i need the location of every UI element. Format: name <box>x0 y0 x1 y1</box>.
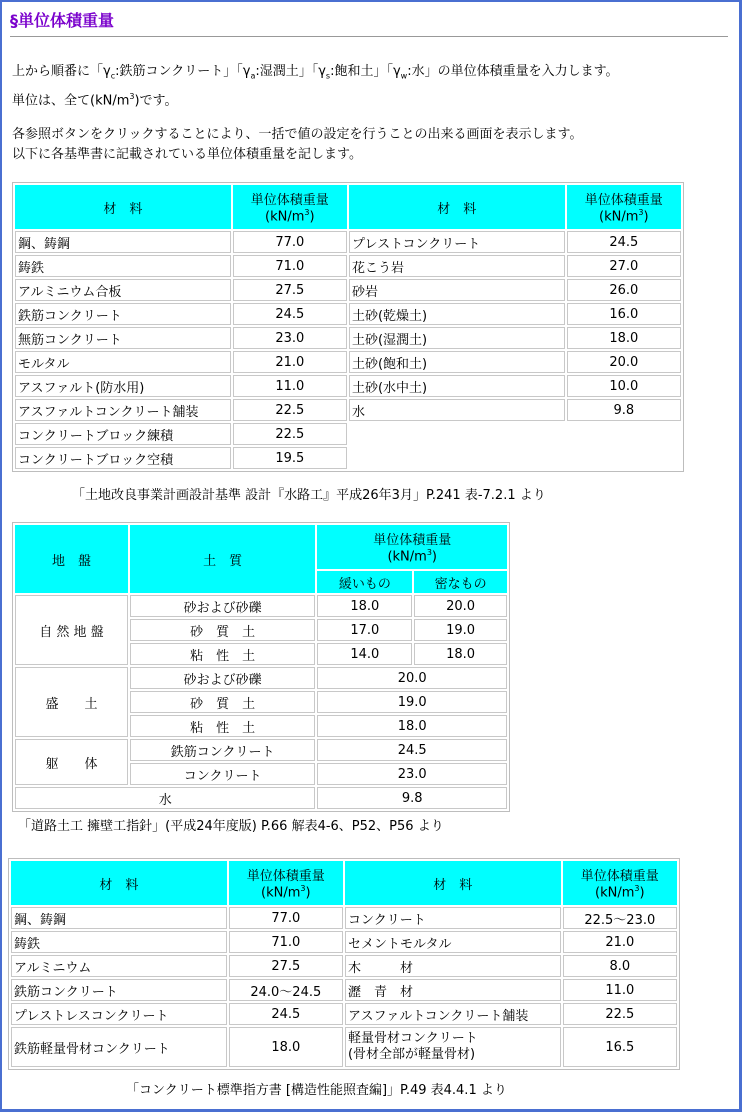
value-cell: 27.0 <box>567 255 681 277</box>
header-soil: 土 質 <box>130 525 316 593</box>
value-cell: 19.0 <box>317 691 507 713</box>
value-cell: 71.0 <box>229 931 343 953</box>
water-label: 水 <box>15 787 315 809</box>
material-cell: アスファルト(防水用) <box>15 375 231 397</box>
header-loose: 緩いもの <box>317 571 412 593</box>
table-row <box>11 979 677 1001</box>
intro-text: :水」の単位体積重量を入力します。 <box>407 64 619 79</box>
value-cell: 9.8 <box>317 787 507 809</box>
intro-text: :飽和土」「γ <box>330 64 401 79</box>
value-cell: 21.0 <box>563 931 677 953</box>
header-unit-weight: 単位体積重量 $(kN/m^3)$ <box>567 185 681 229</box>
value-cell: 24.0～24.5 <box>229 979 343 1001</box>
header-unit-weight: 単位体積重量 $(kN/m^3)$ <box>229 861 343 905</box>
value-cell: 22.5 <box>563 1003 677 1025</box>
table-row <box>15 327 681 349</box>
table-row <box>11 1003 677 1025</box>
material-cell: アスファルトコンクリート舗装 <box>345 1003 561 1025</box>
value-cell: 77.0 <box>229 907 343 929</box>
empty-cell <box>349 423 565 445</box>
table-row <box>15 399 681 421</box>
intro-text: 上から順番に「γ <box>12 64 111 79</box>
value-cell: 27.5 <box>233 279 347 301</box>
subscript: c <box>110 71 116 81</box>
value-cell: 14.0 <box>317 643 412 665</box>
table-land-improvement <box>12 182 684 472</box>
material-cell: セメントモルタル <box>345 931 561 953</box>
intro-text: 単位は、全て(kN/m <box>12 92 130 108</box>
value-cell: 24.5 <box>229 1003 343 1025</box>
value-cell: 8.0 <box>563 955 677 977</box>
intro-text: :鉄筋コンクリート」「γ <box>115 64 251 79</box>
table-row <box>15 231 681 253</box>
value-cell: 18.0 <box>567 327 681 349</box>
material-cell: コンクリート <box>345 907 561 929</box>
material-cell: アスファルトコンクリート舗装 <box>15 399 231 421</box>
value-cell: 16.5 <box>563 1027 677 1067</box>
material-cell: コンクリートブロック空積 <box>15 447 231 469</box>
header-dense: 密なもの <box>414 571 507 593</box>
value-cell: 26.0 <box>567 279 681 301</box>
table1-caption: 「土地改良事業計画設計基準 設計『水路工』平成26年3月」P.241 表-7.2.1 より <box>72 488 546 503</box>
table-row <box>15 279 681 301</box>
table-row <box>15 255 681 277</box>
title-divider <box>10 36 728 37</box>
value-cell: 24.5 <box>233 303 347 325</box>
empty-cell <box>567 423 681 445</box>
value-cell: 22.5～23.0 <box>563 907 677 929</box>
soil-cell: 砂および砂礫 <box>130 667 316 689</box>
header-unit-weight: 単位体積重量 $(kN/m^3)$ <box>317 525 507 569</box>
header-material: 材 料 <box>349 185 565 229</box>
intro-paragraph-2 <box>12 125 582 165</box>
material-cell: 砂岩 <box>349 279 565 301</box>
header-material: 材 料 <box>11 861 227 905</box>
header-unit-weight: 単位体積重量 $(kN/m^3)$ <box>233 185 347 229</box>
table-row <box>11 931 677 953</box>
material-cell: 土砂(水中土) <box>349 375 565 397</box>
material-cell: 無筋コンクリート <box>15 327 231 349</box>
material-cell: プレストコンクリート <box>349 231 565 253</box>
soil-cell: コンクリート <box>130 763 316 785</box>
material-cell: 土砂(飽和土) <box>349 351 565 373</box>
material-cell: 鋳鉄 <box>15 255 231 277</box>
table3-caption: 「コンクリート標準指方書 [構造性能照査編]」P.49 表4.4.1 より <box>126 1083 507 1098</box>
ground-fill: 盛 土 <box>15 667 128 737</box>
value-cell: 11.0 <box>563 979 677 1001</box>
value-cell: 18.0 <box>317 595 412 617</box>
material-cell: 木 材 <box>345 955 561 977</box>
material-cell: モルタル <box>15 351 231 373</box>
table-row <box>11 955 677 977</box>
material-cell: 鉄筋コンクリート <box>11 979 227 1001</box>
subscript: a <box>250 71 256 81</box>
value-cell: 20.0 <box>317 667 507 689</box>
value-cell: 11.0 <box>233 375 347 397</box>
empty-cell <box>567 447 681 469</box>
value-cell: 24.5 <box>567 231 681 253</box>
table-row <box>15 351 681 373</box>
value-cell: 18.0 <box>317 715 507 737</box>
value-cell: 18.0 <box>414 643 507 665</box>
material-cell: 鋼、鋳鋼 <box>11 907 227 929</box>
material-cell: 鋼、鋳鋼 <box>15 231 231 253</box>
material-cell <box>345 1027 561 1067</box>
value-cell: 19.5 <box>233 447 347 469</box>
superscript: 3 <box>129 91 135 101</box>
intro-text: )です。 <box>134 92 178 108</box>
ground-body: 躯 体 <box>15 739 128 785</box>
material-cell: 水 <box>349 399 565 421</box>
soil-cell: 砂 質 土 <box>130 619 316 641</box>
subscript: w <box>400 71 408 81</box>
table-row <box>15 423 681 445</box>
value-cell: 21.0 <box>233 351 347 373</box>
material-cell: コンクリートブロック練積 <box>15 423 231 445</box>
soil-cell: 粘 性 土 <box>130 643 316 665</box>
value-cell: 23.0 <box>317 763 507 785</box>
header-material: 材 料 <box>15 185 231 229</box>
intro-paragraph-1 <box>12 62 619 111</box>
table-row <box>15 303 681 325</box>
soil-cell: 砂 質 土 <box>130 691 316 713</box>
value-cell: 20.0 <box>414 595 507 617</box>
value-cell: 17.0 <box>317 619 412 641</box>
value-cell: 77.0 <box>233 231 347 253</box>
table-row <box>15 447 681 469</box>
material-cell: プレストレスコンクリート <box>11 1003 227 1025</box>
value-cell: 9.8 <box>567 399 681 421</box>
table-row <box>11 907 677 929</box>
material-cell: アルミニウム <box>11 955 227 977</box>
value-cell: 20.0 <box>567 351 681 373</box>
value-cell: 27.5 <box>229 955 343 977</box>
value-cell: 24.5 <box>317 739 507 761</box>
material-cell: アルミニウム合板 <box>15 279 231 301</box>
header-unit-weight: 単位体積重量 $(kN/m^3)$ <box>563 861 677 905</box>
table-concrete-standard <box>8 858 680 1070</box>
soil-cell: 砂および砂礫 <box>130 595 316 617</box>
ground-natural: 自 然 地 盤 <box>15 595 128 665</box>
table-row <box>15 375 681 397</box>
material-line-2: (骨材全部が軽量骨材) <box>347 1047 476 1062</box>
empty-cell <box>349 447 565 469</box>
header-ground: 地 盤 <box>15 525 128 593</box>
intro-text: :湿潤土」「γ <box>255 64 326 79</box>
value-cell: 22.5 <box>233 423 347 445</box>
value-cell: 18.0 <box>229 1027 343 1067</box>
intro-text: 以下に各基準書に記載されている単位体積重量を記します。 <box>12 147 362 162</box>
material-cell: 瀝 青 材 <box>345 979 561 1001</box>
table2-caption: 「道路土工 擁壁工指針」(平成24年度版) P.66 解表4-6、P52、P56 より <box>18 819 444 834</box>
material-cell: 土砂(乾燥土) <box>349 303 565 325</box>
material-cell: 花こう岩 <box>349 255 565 277</box>
value-cell: 71.0 <box>233 255 347 277</box>
intro-text: 各参照ボタンをクリックすることにより、一括で値の設定を行うことの出来る画面を表示します。 <box>12 127 583 142</box>
value-cell: 23.0 <box>233 327 347 349</box>
page-title: §単位体積重量 <box>10 11 115 30</box>
material-cell: 鉄筋軽量骨材コンクリート <box>11 1027 227 1067</box>
value-cell: 19.0 <box>414 619 507 641</box>
value-cell: 22.5 <box>233 399 347 421</box>
soil-cell: 粘 性 土 <box>130 715 316 737</box>
material-cell: 鉄筋コンクリート <box>15 303 231 325</box>
value-cell: 16.0 <box>567 303 681 325</box>
table-retaining-wall <box>12 522 510 812</box>
header-material: 材 料 <box>345 861 561 905</box>
material-line-1: 軽量骨材コンクリート <box>347 1031 478 1046</box>
material-cell: 鋳鉄 <box>11 931 227 953</box>
subscript: s <box>325 71 331 81</box>
material-cell: 土砂(湿潤土) <box>349 327 565 349</box>
soil-cell: 鉄筋コンクリート <box>130 739 316 761</box>
table-row <box>11 1027 677 1067</box>
value-cell: 10.0 <box>567 375 681 397</box>
